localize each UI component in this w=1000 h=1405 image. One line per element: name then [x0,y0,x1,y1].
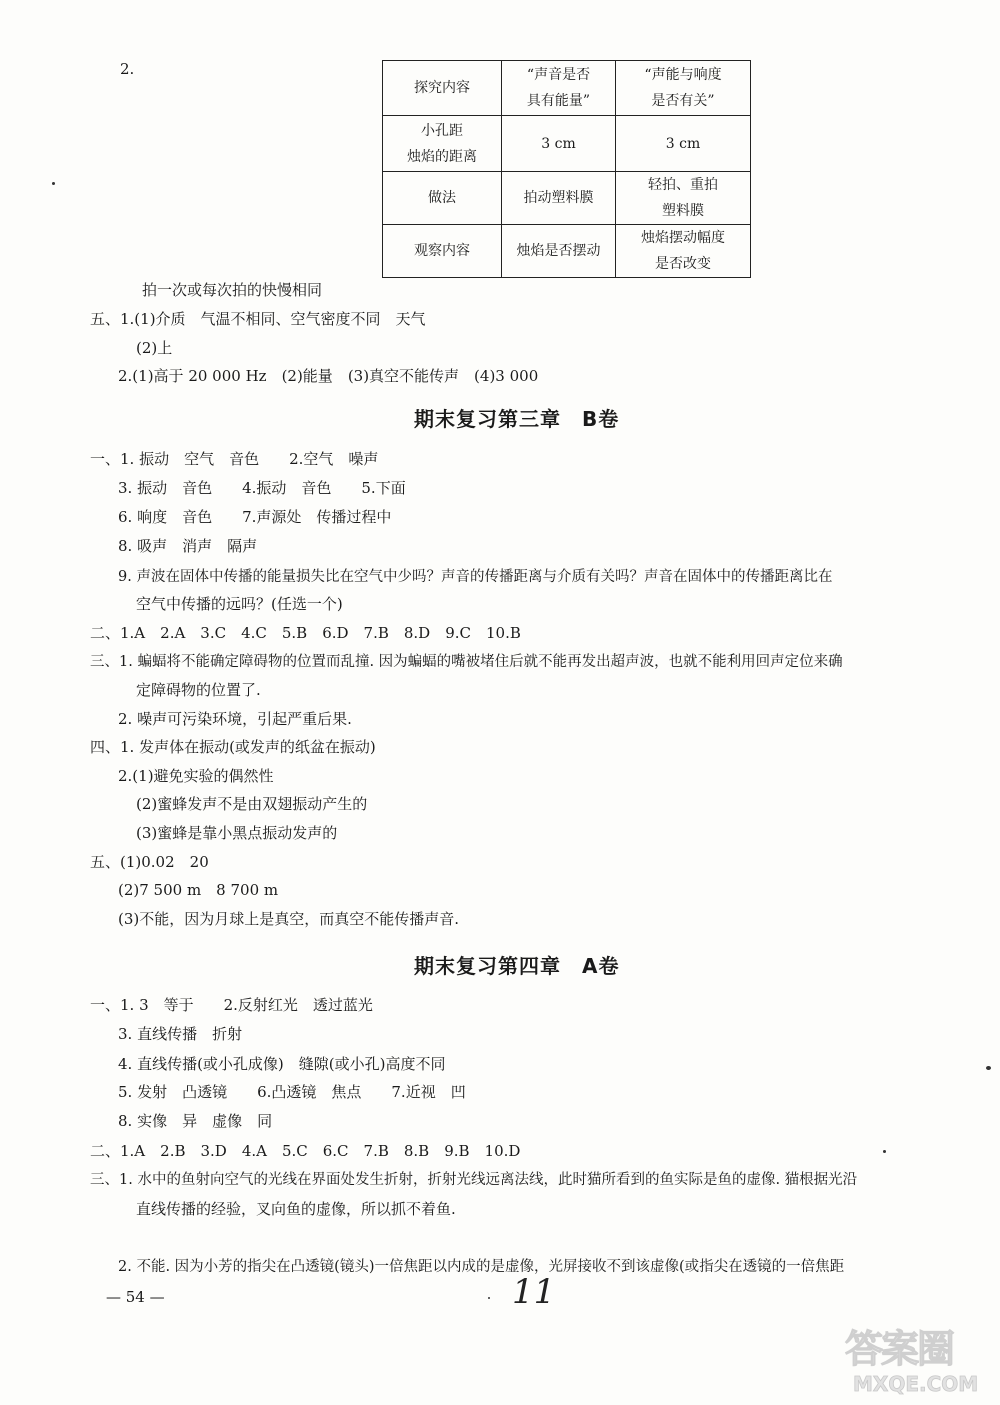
ch4-line-3: 4. 直线传播(或小孔成像) 缝隙(或小孔)高度不同 [118,1055,446,1073]
section-5-q2: 2.(1)高于 20 000 Hz (2)能量 (3)真空不能传声 (4)3 000 [118,367,539,385]
table-cell: 烛焰摆动幅度 是否改变 [616,225,751,278]
ch3-line-11: 四、1. 发声体在振动(或发声的纸盆在振动) [90,738,376,756]
table-cell: “声音是否 具有能量” [502,61,616,116]
ch3-line-8: 三、1. 蝙蝠将不能确定障碍物的位置而乱撞. 因为蝙蝠的嘴被堵住后就不能再发出超声波，也就不能利用回声定位来确 [90,654,843,670]
ch4-line-1: 一、1. 3 等于 2.反射红光 透过蓝光 [90,996,373,1014]
watermark-text: 答案圈 [845,1327,954,1371]
scan-speck [986,1066,991,1070]
ch3-line-2: 3. 振动 音色 4.振动 音色 5.下面 [118,479,406,497]
ch3-line-6: 空气中传播的远吗？(任选一个) [136,595,343,613]
watermark-url: MXQE.COM [853,1372,979,1396]
ch3-line-7: 二、1.A 2.A 3.C 4.C 5.B 6.D 7.B 8.D 9.C 10.B [90,624,521,642]
chapter-4-title: 期末复习第四章 A卷 [414,954,620,978]
item-2-label: 2. [120,60,135,78]
ch3-line-13: (2)蜜蜂发声不是由双翅振动产生的 [136,795,368,813]
ch3-line-10: 2. 噪声可污染环境，引起严重后果. [118,710,352,728]
table-row [383,116,751,172]
ch4-line-4: 5. 发射 凸透镜 6.凸透镜 焦点 7.近视 凹 [118,1083,466,1101]
table-note: 拍一次或每次拍的快慢相同 [142,281,323,299]
ch3-line-12: 2.(1)避免实验的偶然性 [118,767,274,785]
table-cell: 烛焰是否摆动 [502,225,616,278]
page-number: — 54 — [106,1288,165,1306]
scan-speck [883,1150,886,1153]
table-row [383,225,751,278]
ch3-line-4: 8. 吸声 消声 隔声 [118,537,258,555]
ch4-line-6: 二、1.A 2.B 3.D 4.A 5.C 6.C 7.B 8.B 9.B 10.D [90,1142,521,1160]
table-cell: 小孔距 烛焰的距离 [383,116,502,172]
section-5-q1: 五、1.(1)介质 气温不相同、空气密度不同 天气 [90,310,426,328]
table-cell: 3 cm [616,116,751,172]
table-cell: 拍动塑料膜 [502,172,616,225]
ch3-line-1: 一、1. 振动 空气 音色 2.空气 噪声 [90,450,379,468]
scan-speck [488,1297,490,1299]
table-row [383,172,751,225]
handwritten-mark: 11 [512,1272,556,1312]
ch4-line-5: 8. 实像 异 虚像 同 [118,1112,273,1130]
section-5-q1-part2: (2)上 [136,339,173,357]
ch4-line-8: 直线传播的经验，叉向鱼的虚像，所以抓不着鱼. [136,1200,456,1218]
watermark-logo [845,1318,995,1400]
table-cell: 3 cm [502,116,616,172]
ch3-line-14: (3)蜜蜂是靠小黑点振动发声的 [136,824,338,842]
ch3-line-3: 6. 响度 音色 7.声源处 传播过程中 [118,508,392,526]
chapter-3-title: 期末复习第三章 B卷 [414,407,620,431]
ch4-line-2: 3. 直线传播 折射 [118,1025,243,1043]
ch4-line-7: 三、1. 水中的鱼射向空气的光线在界面处发生折射，折射光线远离法线，此时猫所看到的鱼实际是鱼的虚像. 猫根据光沿 [90,1172,858,1188]
ch3-line-9: 定障碍物的位置了. [136,681,261,699]
table-cell: “声能与响度 是否有关” [616,61,751,116]
scan-speck [52,182,55,185]
table-row [383,61,751,116]
ch3-line-5: 9. 声波在固体中传播的能量损失比在空气中少吗？声音的传播距离与介质有关吗？声音在固体中的传播距离比在 [118,569,833,585]
ch4-line-9: 2. 不能. 因为小芳的指尖在凸透镜(镜头)一倍焦距以内成的是虚像，光屏接收不到该虚像(或指尖在透镜的一倍焦距 [118,1259,845,1275]
table-cell: 做法 [383,172,502,225]
table-cell: 探究内容 [383,61,502,116]
ch3-line-15: 五、(1)0.02 20 [90,853,209,871]
table-cell: 观察内容 [383,225,502,278]
experiment-table [382,60,751,278]
ch3-line-17: (3)不能，因为月球上是真空，而真空不能传播声音. [118,910,460,928]
ch3-line-16: (2)7 500 m 8 700 m [118,881,279,899]
table-cell: 轻拍、重拍 塑料膜 [616,172,751,225]
